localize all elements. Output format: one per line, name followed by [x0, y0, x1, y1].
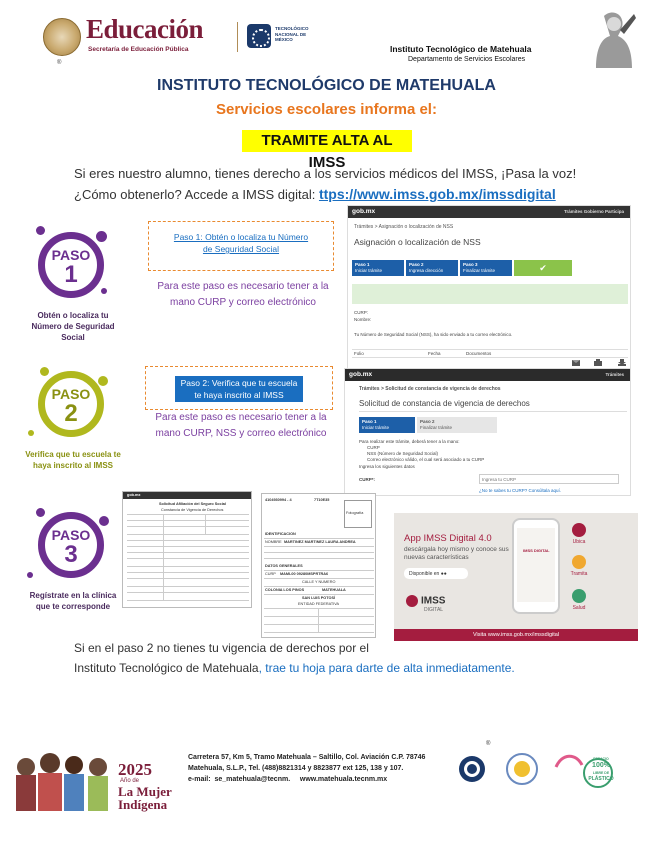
curp-input[interactable] — [479, 474, 619, 484]
form2-ident: IDENTIFICACION — [265, 532, 296, 536]
form2-colonia: COLONIA LOS PINOS — [265, 588, 305, 592]
gobmx-bar — [345, 369, 630, 381]
intro-line-2 — [74, 184, 614, 205]
paso-1-caption: Obtén o localiza tu Número de Seguridad Social — [31, 311, 115, 342]
indigenous-women-illustration — [12, 747, 112, 811]
institute-name: Instituto Tecnológico de Matehuala — [390, 44, 532, 54]
paso-3-caption: Regístrate en la clínica que te corresponde — [29, 591, 117, 611]
outro-highlight: , trae tu hoja para darte de alta inmediatamente. — [258, 661, 515, 675]
form2-nombre-label: NOMBRE — [265, 540, 282, 544]
tramita-label: Tramita — [570, 571, 588, 577]
paso-1-circle — [38, 232, 104, 298]
imss-digital-link[interactable]: ttps://www.imss.gob.mx/imssdigital — [318, 186, 556, 202]
plastic-free-mid: LIBRE DE — [592, 771, 610, 775]
tecnm-logo — [247, 24, 271, 48]
intro-paragraph — [74, 164, 614, 205]
decor-dot — [40, 367, 49, 376]
address-line-2: Matehuala, S.L.P., Tel. (488)8821314 y 8823877 ext 125, 138 y 107. — [188, 765, 404, 772]
app-store-badge[interactable]: Disponible en ●● — [404, 568, 468, 579]
outro-institute: Instituto Tecnológico de Matehuala — [74, 661, 259, 675]
imss-digital-app-ad — [394, 513, 638, 641]
form2-photo-label: Fotografía — [346, 511, 364, 515]
curp-help-link[interactable]: ¿No te sabes tu CURP? Consúltala aquí. — [479, 488, 562, 493]
footer-registered-mark: ® — [486, 741, 491, 747]
form2-municipio: MATEHUALA — [322, 588, 346, 592]
nss-step-1: Paso 1 Iniciar trámite — [352, 260, 404, 276]
curp-input-label: CURP*: — [359, 477, 376, 482]
procedure-icon — [572, 555, 586, 569]
outro-line-2 — [74, 658, 594, 678]
check-icon: ✔ — [514, 260, 572, 276]
vigencia-screenshot — [344, 368, 631, 496]
education-logo-title: Educación — [86, 14, 204, 44]
curp-field-label: CURP: — [354, 310, 369, 315]
paso-2-word: PASO — [51, 386, 91, 402]
phone-brand: IMSS DIGITAL — [523, 548, 550, 553]
nss-step-3: Paso 3 Finalizar trámite — [460, 260, 512, 276]
contact-line: e-mail: se_matehuala@tecnm. www.matehuala.tecnm.mx — [188, 776, 388, 783]
requirement-nss: NSS (Número de Seguridad Social) — [367, 451, 439, 456]
success-banner — [352, 284, 628, 304]
affiliation-form-image — [122, 491, 252, 608]
gobmx-nav: Trámites — [605, 372, 624, 377]
step-1-link-box — [148, 221, 334, 271]
form-subtitle: Constancia de Vigencia de Derechos — [161, 508, 224, 512]
form2-datos: DATOS GENERALES — [265, 564, 303, 568]
footer-ano: Año de — [120, 778, 140, 784]
paso-1-number: 1 — [64, 261, 78, 288]
outro-line-1: Si en el paso 2 no tienes tu vigencia de derechos por el — [74, 641, 369, 655]
address-line-1: Carretera 57, Km 5, Tramo Matehuala – Saltillo, Col. Aviación C.P. 78746 — [188, 754, 426, 761]
form2-serial2: 7T10E35 — [314, 498, 330, 502]
decor-dot — [36, 226, 45, 235]
vigencia-form-image — [261, 493, 376, 638]
form2-estado: SAN LUIS POTOSÍ — [302, 596, 336, 600]
health-icon — [572, 589, 586, 603]
android-icon: ● — [443, 571, 447, 577]
vigencia-heading: Solicitud de constancia de vigencia de derechos — [359, 399, 530, 408]
nss-sent-message: Tu Número de Seguridad Social (NSS), ha sido enviado a tu correo electrónico. — [354, 332, 513, 337]
decor-dot — [101, 288, 107, 294]
enter-data-label: Ingresa los siguientes datos — [359, 464, 415, 469]
ubica-label: Ubica — [572, 539, 586, 545]
tecnm-logo-text: TECNOLÓGICO NACIONAL DE MÉXICO — [275, 26, 309, 42]
decor-dot — [98, 376, 108, 386]
page-header — [0, 0, 653, 72]
decor-dot — [27, 572, 33, 578]
app-ad-footer[interactable]: Visita www.imss.gob.mx/imssdigital — [394, 629, 638, 641]
requirement-curp: CURP — [367, 445, 380, 450]
imss-logo-mark — [406, 595, 418, 607]
form-brand: gob.mx — [127, 493, 141, 497]
app-ad-title: App IMSS Digital 4.0 — [404, 533, 492, 544]
nombre-field-label: Nombre: — [354, 317, 372, 322]
form-title: Solicitud Afiliación del Seguro Social — [159, 502, 226, 506]
app-ad-description: descárgala hoy mismo y conoce sus nuevas características — [404, 546, 509, 561]
form2-entidad: ENTIDAD FEDERATIVA — [298, 602, 339, 606]
heroine-portrait-image — [590, 8, 636, 68]
gobmx-nav: Trámites Gobierno Participa — [563, 209, 624, 214]
footer-address — [188, 752, 458, 785]
education-logo-subtitle: Secretaría de Educación Pública — [88, 46, 189, 53]
vigencia-step-1: Paso 1 Iniciar trámite — [359, 417, 415, 433]
phone-mockup — [512, 518, 560, 614]
paso-3-number: 3 — [64, 541, 78, 568]
nss-screenshot — [347, 205, 631, 370]
salud-label: Salud — [572, 605, 586, 611]
gobmx-brand: gob.mx — [349, 371, 373, 378]
footer-logos — [458, 743, 648, 799]
website-link[interactable]: www.matehuala.tecnm.mx — [299, 776, 388, 783]
step-2-note: Para este paso es necesario tener a la mano CURP, NSS y correo electrónico — [155, 412, 327, 439]
intro-line-1: Si eres nuestro alumno, tienes derecho a los servicios médicos del IMSS, ¡Pasa la voz! — [74, 166, 577, 181]
paso-1-word: PASO — [51, 247, 91, 263]
col-documentos: Documentos — [466, 351, 492, 356]
footer-mujer-indigena: La Mujer Indígena — [118, 784, 172, 812]
form2-curp: MAML00 09280MSPRTRA6 — [280, 572, 329, 576]
plastic-free-percent: 100% — [592, 762, 610, 769]
step-1-note: Para este paso es necesario tener a la mano CURP y correo electrónico — [157, 281, 329, 308]
paso-3-word: PASO — [51, 527, 91, 543]
col-folio: Folio — [354, 351, 364, 356]
paso-3-circle — [38, 512, 104, 578]
decor-dot — [99, 516, 109, 526]
document-action-icons[interactable] — [570, 358, 630, 368]
form2-calle: CALLE Y NUMERO — [302, 580, 336, 584]
page-subtitle: Servicios escolares informa el: — [216, 101, 437, 118]
col-fecha: Fecha — [428, 351, 441, 356]
gobmx-bar — [348, 206, 630, 218]
vigencia-step-2: Paso 2 Finalizar trámite — [417, 417, 497, 433]
imss-logo-sub: DIGITAL — [424, 607, 444, 613]
sep-seal-logo — [43, 18, 81, 56]
requirement-email: Correo electrónico válido, el cual será asociado a tu CURP — [367, 457, 485, 462]
nss-heading: Asignación o localización de NSS — [354, 237, 481, 247]
paso-2-circle — [38, 371, 104, 437]
gobmx-brand: gob.mx — [352, 208, 376, 215]
step-1-link[interactable]: Paso 1: Obtén o localiza tu Número de Seguridad Social — [173, 232, 309, 254]
paso-2-caption: Verifica que tu escuela te haya inscrito al IMSS — [25, 450, 121, 470]
form2-serial: 4104930994 - 4 — [265, 498, 292, 502]
page-title: INSTITUTO TECNOLÓGICO DE MATEHUALA — [157, 77, 496, 94]
procedure-title: TRAMITE ALTA AL IMSS — [242, 130, 412, 152]
footer-logo-marks — [458, 743, 648, 799]
header-divider — [237, 22, 238, 52]
outro-paragraph — [74, 638, 594, 678]
email-link[interactable]: se_matehuala@tecnm. — [214, 776, 291, 783]
registered-mark: ® — [57, 60, 62, 66]
step-2-link-box — [145, 366, 333, 410]
department-name: Departamento de Servicios Escolares — [408, 56, 526, 63]
paso-2-number: 2 — [64, 400, 78, 427]
breadcrumb: Trámites > Asignación o localización de NSS — [354, 224, 454, 230]
form2-curp-label: CURP — [265, 572, 276, 576]
plastic-free-bottom: PLÁSTICO — [588, 776, 614, 782]
plastic-free-top: ESPACIO — [593, 757, 609, 761]
apple-icon: ● — [440, 571, 444, 577]
breadcrumb: Trámites > Solicitud de constancia de vigencia de derechos — [359, 386, 501, 392]
intro-question: ¿Cómo obtenerlo? Accede a IMSS digital: — [74, 187, 319, 202]
decor-dot — [36, 508, 45, 517]
step-2-link[interactable]: Paso 2: Verifica que tu escuela te haya inscrito al IMSS — [175, 376, 303, 402]
decor-dot — [28, 430, 34, 436]
decor-dot — [96, 231, 107, 242]
form2-nombre: MARTINEZ MARTINEZ LAURA ANDREA — [284, 540, 356, 544]
nss-step-2: Paso 2 Ingresa dirección — [406, 260, 458, 276]
requirements-intro: Para realizar este trámite, deberá tener a la mano: — [359, 439, 460, 444]
imss-logo: IMSS — [406, 595, 445, 607]
footer-year: 2025 — [118, 760, 152, 779]
location-icon — [572, 523, 586, 537]
